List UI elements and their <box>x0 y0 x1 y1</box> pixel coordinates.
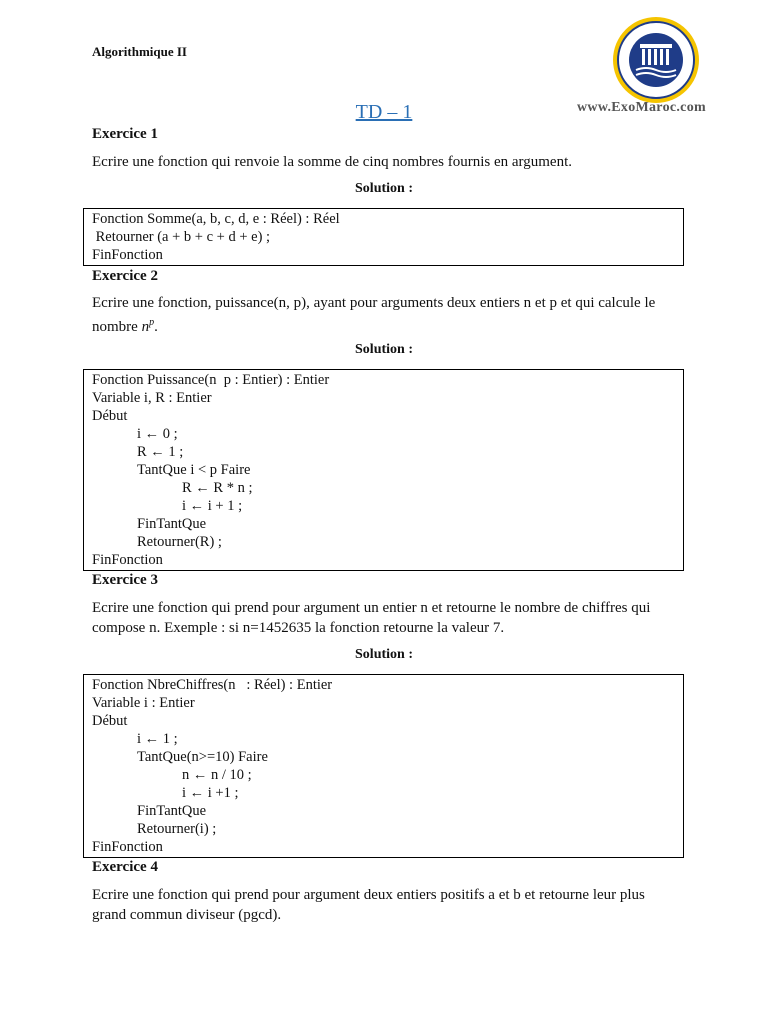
statement-text: nombre <box>92 319 142 335</box>
exercise-1-solution-label: Solution : <box>355 181 413 196</box>
exercise-4-title: Exercice 4 <box>92 859 158 875</box>
statement-line: Ecrire une fonction qui prend pour argument deux entiers positifs a et b et retourne leur plus <box>92 887 645 903</box>
university-seal-logo <box>612 16 700 104</box>
statement-line: Ecrire une fonction qui prend pour argument un entier n et retourne le nombre de chiffres qui <box>92 600 651 616</box>
statement-text: . <box>154 319 158 335</box>
code-line: Fonction Puissance(n p : Entier) : Entier <box>92 372 330 388</box>
code-line: Retourner (a + b + c + d + e) ; <box>92 229 271 245</box>
code-line: Variable i, R : Entier <box>92 390 212 406</box>
exercise-2-title: Exercice 2 <box>92 268 158 284</box>
exercise-3-title: Exercice 3 <box>92 572 158 588</box>
exercise-1-code-box <box>83 208 684 266</box>
code-line: n ← n / 10 ; <box>182 767 252 783</box>
code-line: R ← 1 ; <box>137 444 184 460</box>
exercise-1-statement: Ecrire une fonction qui renvoie la somme de cinq nombres fournis en argument. <box>92 154 572 170</box>
code-line: FinFonction <box>92 247 163 263</box>
course-name: Algorithmique II <box>92 44 187 59</box>
code-line: Fonction Somme(a, b, c, d, e : Réel) : Réel <box>92 211 340 227</box>
statement-line <box>92 313 688 337</box>
statement-line: Ecrire une fonction, puissance(n, p), ayant pour arguments deux entiers n et p et qui calcule le <box>92 295 656 311</box>
power-base: n <box>141 319 150 335</box>
code-line: Variable i : Entier <box>92 695 195 711</box>
code-line: R ← R * n ; <box>182 480 253 496</box>
exercise-3-solution-label: Solution : <box>355 647 413 662</box>
code-line: i ← i + 1 ; <box>182 498 243 514</box>
code-line: i ← 1 ; <box>137 731 178 747</box>
statement-line: compose n. Exemple : si n=1452635 la fonction retourne la valeur 7. <box>92 620 505 636</box>
statement-line: grand commun diviseur (pgcd). <box>92 907 282 923</box>
code-line: FinFonction <box>92 839 163 855</box>
code-line: Retourner(R) ; <box>137 534 222 550</box>
exercise-2-statement <box>92 293 688 337</box>
page-title: TD – 1 <box>355 101 413 123</box>
code-line: i ← i +1 ; <box>182 785 239 801</box>
code-line: i ← 0 ; <box>137 426 178 442</box>
code-line: TantQue(n>=10) Faire <box>137 749 268 765</box>
exercise-3-code-box <box>83 674 684 858</box>
exercise-1-title: Exercice 1 <box>92 126 158 142</box>
code-line: FinTantQue <box>137 803 207 819</box>
exercise-2-code-box <box>83 369 684 571</box>
code-line: Retourner(i) ; <box>137 821 217 837</box>
code-line: Début <box>92 713 128 729</box>
code-line: FinTantQue <box>137 516 207 532</box>
code-line: TantQue i < p Faire <box>137 462 251 478</box>
exercise-4-statement <box>92 885 688 925</box>
exercise-2-solution-label: Solution : <box>355 342 413 357</box>
code-line: FinFonction <box>92 552 163 568</box>
watermark-url: www.ExoMaroc.com <box>577 100 706 115</box>
power-exponent: p <box>149 317 155 328</box>
code-line: Début <box>92 408 128 424</box>
exercise-3-statement <box>92 598 688 638</box>
code-line: Fonction NbreChiffres(n : Réel) : Entier <box>92 677 333 693</box>
